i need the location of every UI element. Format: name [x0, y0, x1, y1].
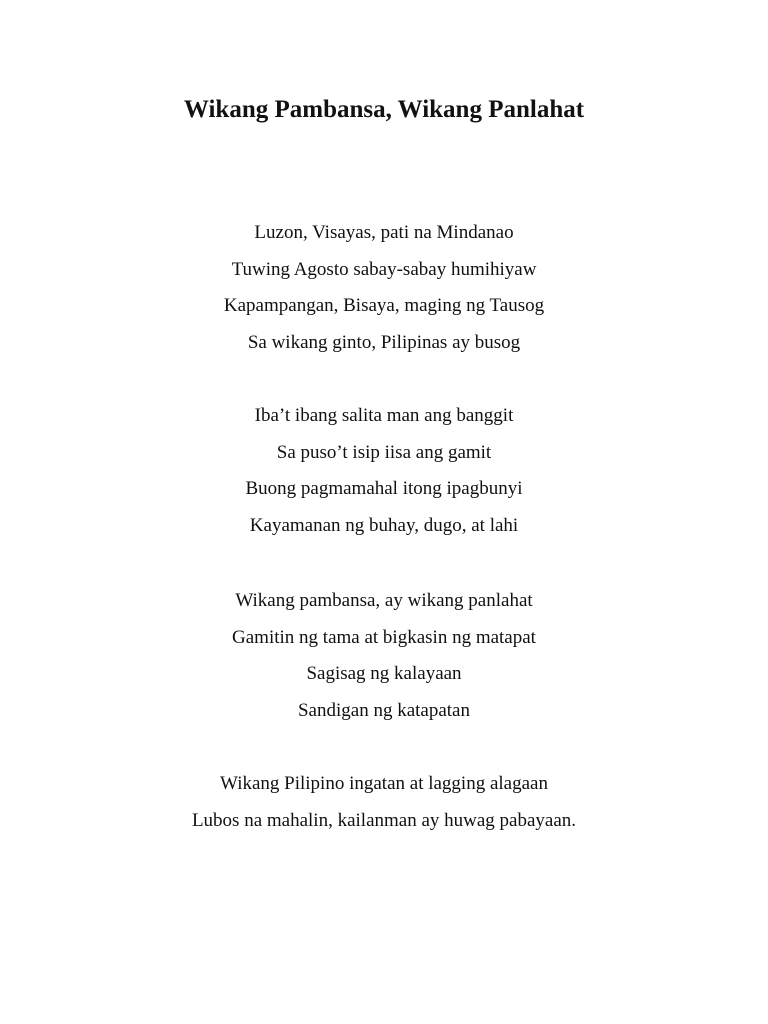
stanza-1	[0, 215, 768, 362]
poem-line: Sa puso’t isip iisa ang gamit	[276, 441, 492, 463]
poem-line: Tuwing Agosto sabay-sabay humihiyaw	[231, 258, 537, 280]
poem-line: Lubos na mahalin, kailanman ay huwag pabayaan.	[191, 809, 577, 831]
stanza-3	[0, 583, 768, 730]
stanza-4	[0, 766, 768, 839]
poem-line: Wikang Pilipino ingatan at lagging alagaan	[220, 773, 548, 794]
poem-line: Kapampangan, Bisaya, maging ng Tausog	[223, 295, 545, 317]
poem-line: Sagisag ng kalayaan	[306, 663, 462, 685]
poem-line: Wikang pambansa, ay wikang panlahat	[235, 590, 533, 611]
poem-line: Luzon, Visayas, pati na Mindanao	[254, 222, 514, 243]
poem-line: Gamitin ng tama at bigkasin ng matapat	[232, 626, 536, 648]
poem-line: Sa wikang ginto, Pilipinas ay busog	[247, 332, 521, 354]
poem-line: Buong pagmamahal itong ipagbunyi	[245, 478, 523, 500]
stanza-2	[0, 398, 768, 545]
poem-line: Kayamanan ng buhay, dugo, at lahi	[249, 515, 519, 537]
poem-line: Iba’t ibang salita man ang banggit	[254, 405, 514, 426]
poem-line: Sandigan ng katapatan	[297, 700, 470, 722]
poem-title: Wikang Pambansa, Wikang Panlahat	[183, 96, 585, 123]
